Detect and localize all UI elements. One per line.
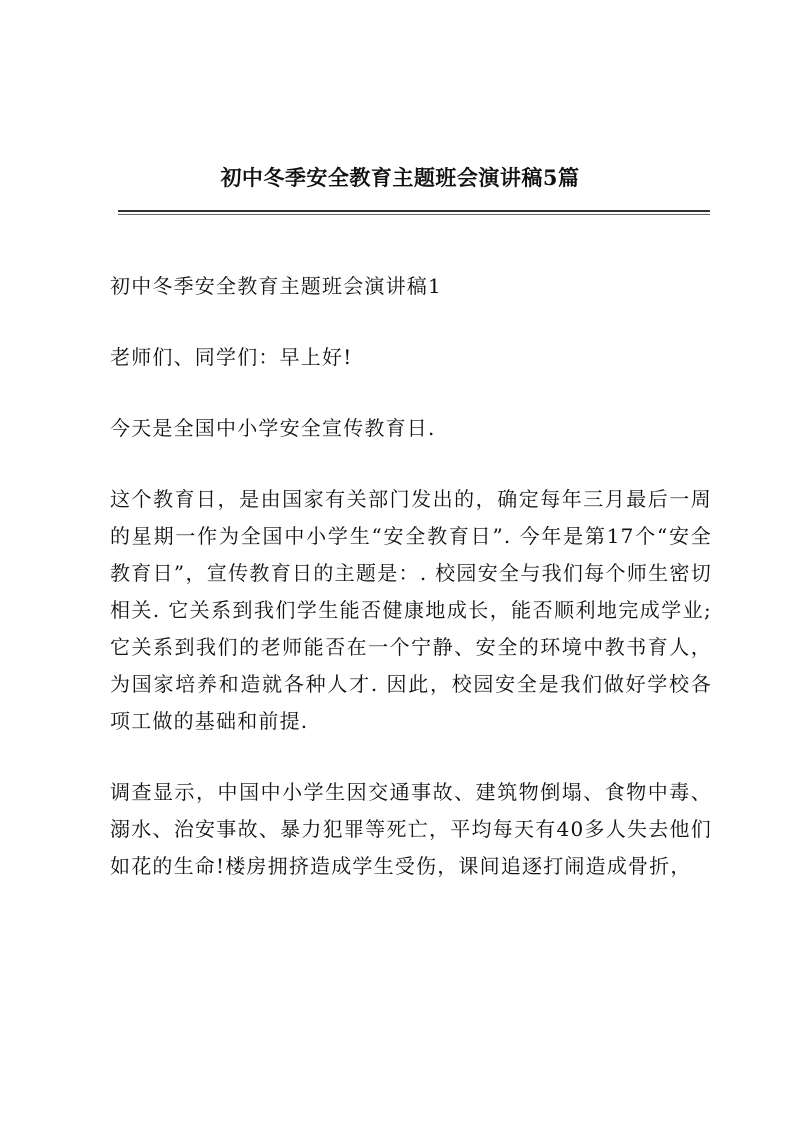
document-title: 初中冬季安全教育主题班会演讲稿5篇 xyxy=(220,165,580,190)
title-underline-thin xyxy=(118,214,710,215)
section-heading: 初中冬季安全教育主题班会演讲稿1 xyxy=(110,274,442,298)
title-underline xyxy=(118,210,710,212)
body-paragraph-2: 这个教育日，是由国家有关部门发出的，确定每年三月最后一周的星期一作为全国中小学生“安全教育日”. 今年是第17个“安全教育日”，宣传教育日的主题是：. 校园安全与我们每个师生密切相关. 它关系到我们学生能否健康地成长，能否顺利地完成学业;它关系到我们的老师能否在一个宁静、安全的环境中教书育人，为国家培养和造就各种人才. 因此，校园安全是我们做好学校各项工做的基础和前提. xyxy=(110,487,712,733)
document-body xyxy=(110,268,712,885)
body-paragraph-1: 今天是全国中小学安全宣传教育日. xyxy=(110,416,436,440)
greeting-paragraph: 老师们、同学们：早上好! xyxy=(110,345,353,369)
body-paragraph-3: 调查显示，中国中小学生因交通事故、建筑物倒塌、食物中毒、溺水、治安事故、暴力犯罪等死亡，平均每天有40多人失去他们如花的生命!楼房拥挤造成学生受伤，课间追逐打闹造成骨折， xyxy=(110,780,712,878)
